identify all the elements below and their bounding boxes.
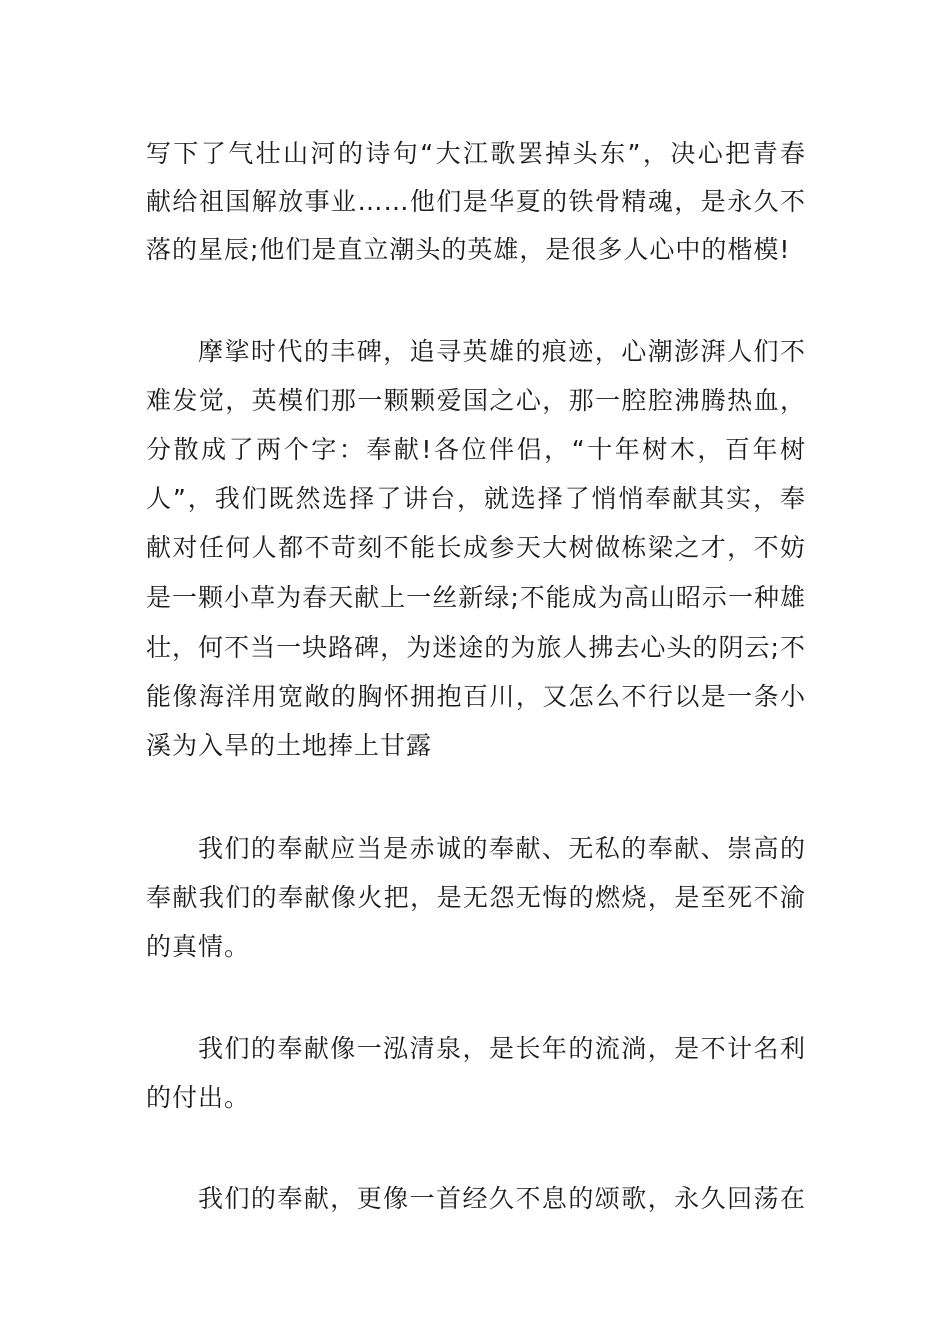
paragraph-line: 能像海洋用宽敞的胸怀拥抱百川，又怎么不行以是一条小 [146, 682, 806, 711]
paragraph-line: 我们的奉献，更像一首经久不息的颂歌，永久回荡在 [198, 1184, 806, 1213]
paragraph-line: 写下了气壮山河的诗句“大江歌罢掉头东”，决心把青春 [146, 139, 806, 168]
paragraph-line: 摩挲时代的丰碑，追寻英雄的痕迹，心潮澎湃人们不 [198, 337, 806, 366]
paragraph-line: 壮，何不当一块路碑，为迷途的为旅人拂去心头的阴云;不 [146, 633, 806, 662]
paragraph-line: 献对任何人都不苛刻不能长成参天大树做栋梁之才，不妨 [146, 533, 806, 562]
paragraph-line: 献给祖国解放事业……他们是华夏的铁骨精魂，是永久不 [146, 187, 806, 216]
paragraph-line: 落的星辰;他们是直立潮头的英雄，是很多人心中的楷模! [146, 235, 791, 264]
paragraph-line: 是一颗小草为春天献上一丝新绿;不能成为高山昭示一种雄 [146, 583, 806, 612]
paragraph-line: 我们的奉献应当是赤诚的奉献、无私的奉献、崇高的 [198, 834, 806, 863]
paragraph-line: 难发觉，英模们那一颗颗爱国之心，那一腔腔沸腾热血， [146, 386, 806, 415]
paragraph-line: 奉献我们的奉献像火把，是无怨无悔的燃烧，是至死不渝 [146, 883, 806, 912]
paragraph-line: 我们的奉献像一泓清泉，是长年的流淌，是不计名利 [198, 1034, 806, 1063]
paragraph-line: 分散成了两个字：奉献!各位伴侣，“十年树木，百年树 [146, 435, 806, 464]
paragraph-line: 溪为入旱的土地捧上甘露 [146, 731, 433, 760]
paragraph-line: 的真情。 [146, 932, 251, 961]
paragraph-line: 人”，我们既然选择了讲台，就选择了悄悄奉献其实，奉 [146, 484, 806, 513]
paragraph-line: 的付出。 [146, 1083, 251, 1112]
